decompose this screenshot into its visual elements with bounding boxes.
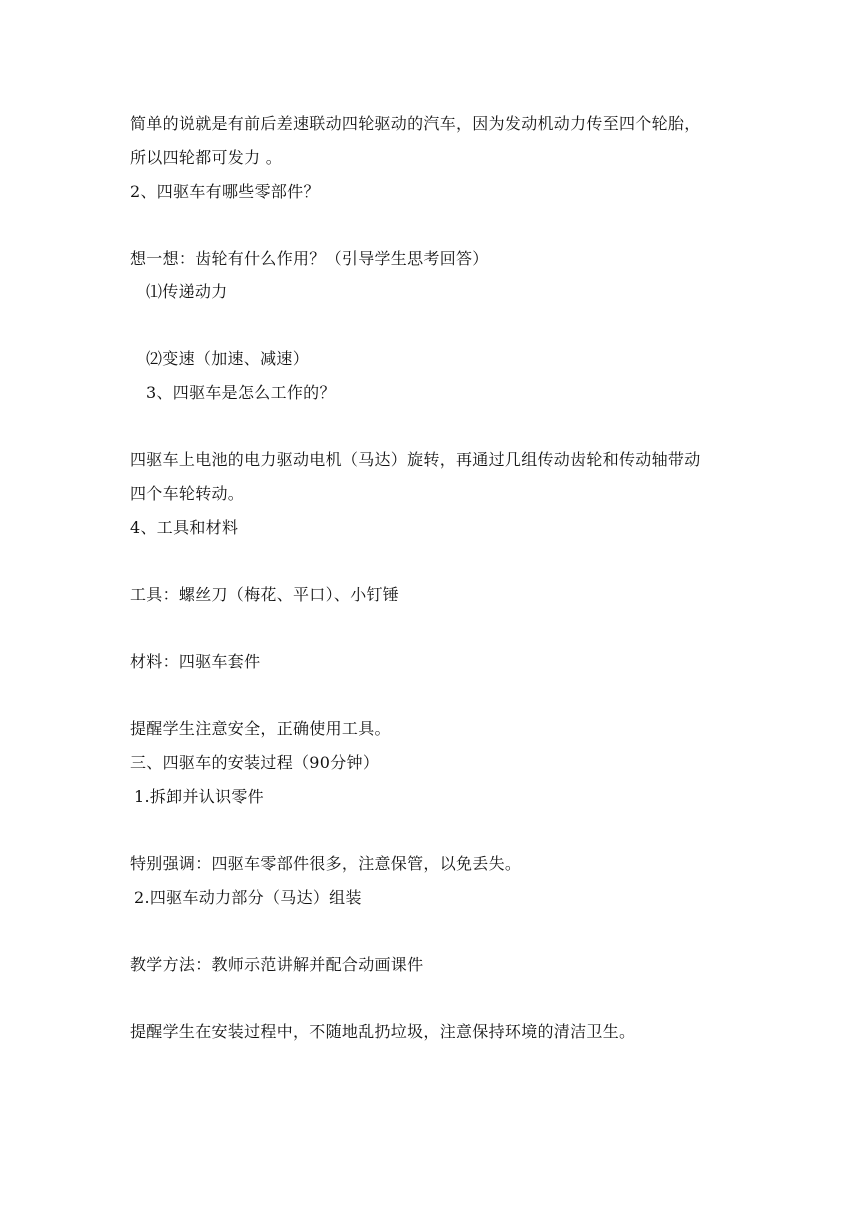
paragraph-line: 简单的说就是有前后差速联动四轮驱动的汽车，因为发动机动力传至四个轮胎， (130, 114, 701, 133)
section-heading: 2、四驱车有哪些零部件？ (130, 182, 320, 201)
list-item: ⑴传递动力 (146, 282, 228, 301)
paragraph-line: 工具：螺丝刀（梅花、平口）、小钉锤 (130, 585, 400, 604)
paragraph-line: 材料：四驱车套件 (130, 652, 261, 671)
list-item: 1.拆卸并认识零件 (134, 787, 264, 806)
paragraph-line: 想一想：齿轮有什么作用？（引导学生思考回答） (130, 249, 489, 268)
paragraph-line: 四驱车上电池的电力驱动电机（马达）旋转，再通过几组传动齿轮和传动轴带动 (130, 450, 701, 469)
list-item: 2.四驱车动力部分（马达）组装 (134, 888, 362, 907)
paragraph-line: 教学方法：教师示范讲解并配合动画课件 (130, 955, 424, 974)
paragraph-line: 所以四轮都可发力 。 (130, 148, 283, 167)
paragraph-line: 四个车轮转动。 (130, 484, 245, 503)
section-heading: 三、四驱车的安装过程（90分钟） (130, 753, 380, 772)
section-heading: 3、四驱车是怎么工作的？ (146, 383, 336, 402)
paragraph-line: 提醒学生注意安全，正确使用工具。 (130, 719, 391, 738)
list-item: ⑵变速（加速、减速） (146, 349, 310, 368)
section-heading: 4、工具和材料 (130, 518, 239, 537)
paragraph-line: 提醒学生在安装过程中，不随地乱扔垃圾，注意保持环境的清洁卫生。 (130, 1022, 636, 1041)
paragraph-line: 特别强调：四驱车零部件很多，注意保管，以免丢失。 (130, 854, 522, 873)
